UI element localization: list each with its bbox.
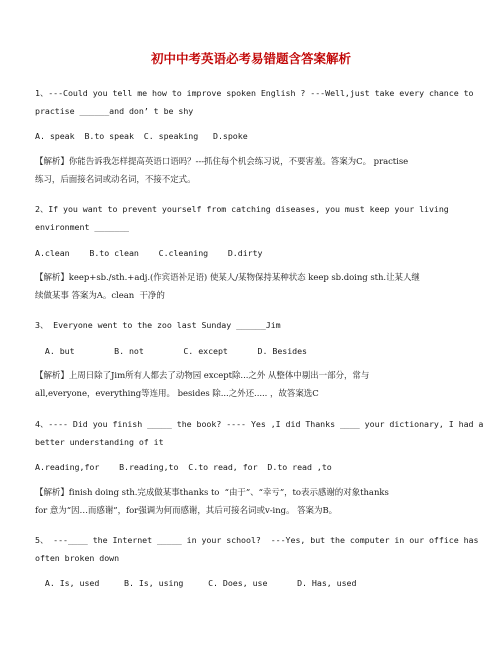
- question-3-line-1: 3、 Everyone went to the zoo last Sunday ______Jim: [35, 320, 281, 330]
- question-2-line-1: 2、If you want to prevent yourself from catching diseases, you must keep your living: [35, 204, 449, 214]
- question-1-explanation-2: 练习，后面接名词或动名词，不接不定式。: [35, 175, 196, 185]
- question-2-options: A.clean B.to clean C.cleaning D.dirty: [35, 248, 263, 258]
- question-2-explanation-1: 【解析】keep+sb./sth.+adj.(作宾语补足语) 使某人/某物保持某种状态 keep sb.doing sth.让某人继: [35, 273, 420, 283]
- question-5-line-1: 5、 ---____ the Internet _____ in your school? ---Yes, but the computer in our office has: [35, 535, 479, 545]
- question-4-line-1: 4、---- Did you finish _____ the book? ---- Yes ,I did Thanks ____ your dictionary, I had a: [35, 419, 484, 429]
- question-4-explanation-2: for 意为“因…而感谢”，for强调为何而感谢，其后可接名词或v-ing。 答案为B。: [35, 506, 338, 516]
- question-3-options: A. but B. not C. except D. Besides: [35, 346, 307, 356]
- question-1-explanation-1: 【解析】你能告诉我怎样提高英语口语吗？---抓住每个机会练习说，不要害羞。答案为C。 practise: [35, 157, 409, 167]
- question-1-line-1: 1、---Could you tell me how to improve spoken English ? ---Well,just take every chance to: [35, 88, 474, 98]
- question-3-explanation-2: all,everyone，everything等连用。 besides 除...之外还..... ，故答案选C: [35, 389, 319, 399]
- question-4-options: A.reading,for B.reading,to C.to read, for D.to read ,to: [35, 462, 332, 472]
- question-4-explanation-1: 【解析】finish doing sth.完成做某事thanks to “由于”、“幸亏”，to表示感谢的对象thanks: [35, 488, 389, 498]
- question-1-options: A. speak B.to speak C. speaking D.spoke: [35, 131, 248, 141]
- question-2-explanation-2: 续做某事 答案为A。clean 干净的: [35, 291, 165, 301]
- question-1-line-2: practise ______and don’ t be shy: [35, 106, 194, 116]
- question-5-options: A. Is, used B. Is, using C. Does, use D. Has, used: [35, 578, 357, 588]
- question-2-line-2: environment _______: [35, 222, 129, 232]
- page-title: 初中中考英语必考易错题含答案解析: [150, 51, 351, 66]
- question-3-explanation-1: 【解析】上周日除了Jim所有人都去了动物园 except除...之外 从整体中剔出一部分，常与: [35, 371, 370, 381]
- question-4-line-2: better understanding of it: [35, 437, 164, 447]
- question-5-line-2: often broken down: [35, 553, 120, 563]
